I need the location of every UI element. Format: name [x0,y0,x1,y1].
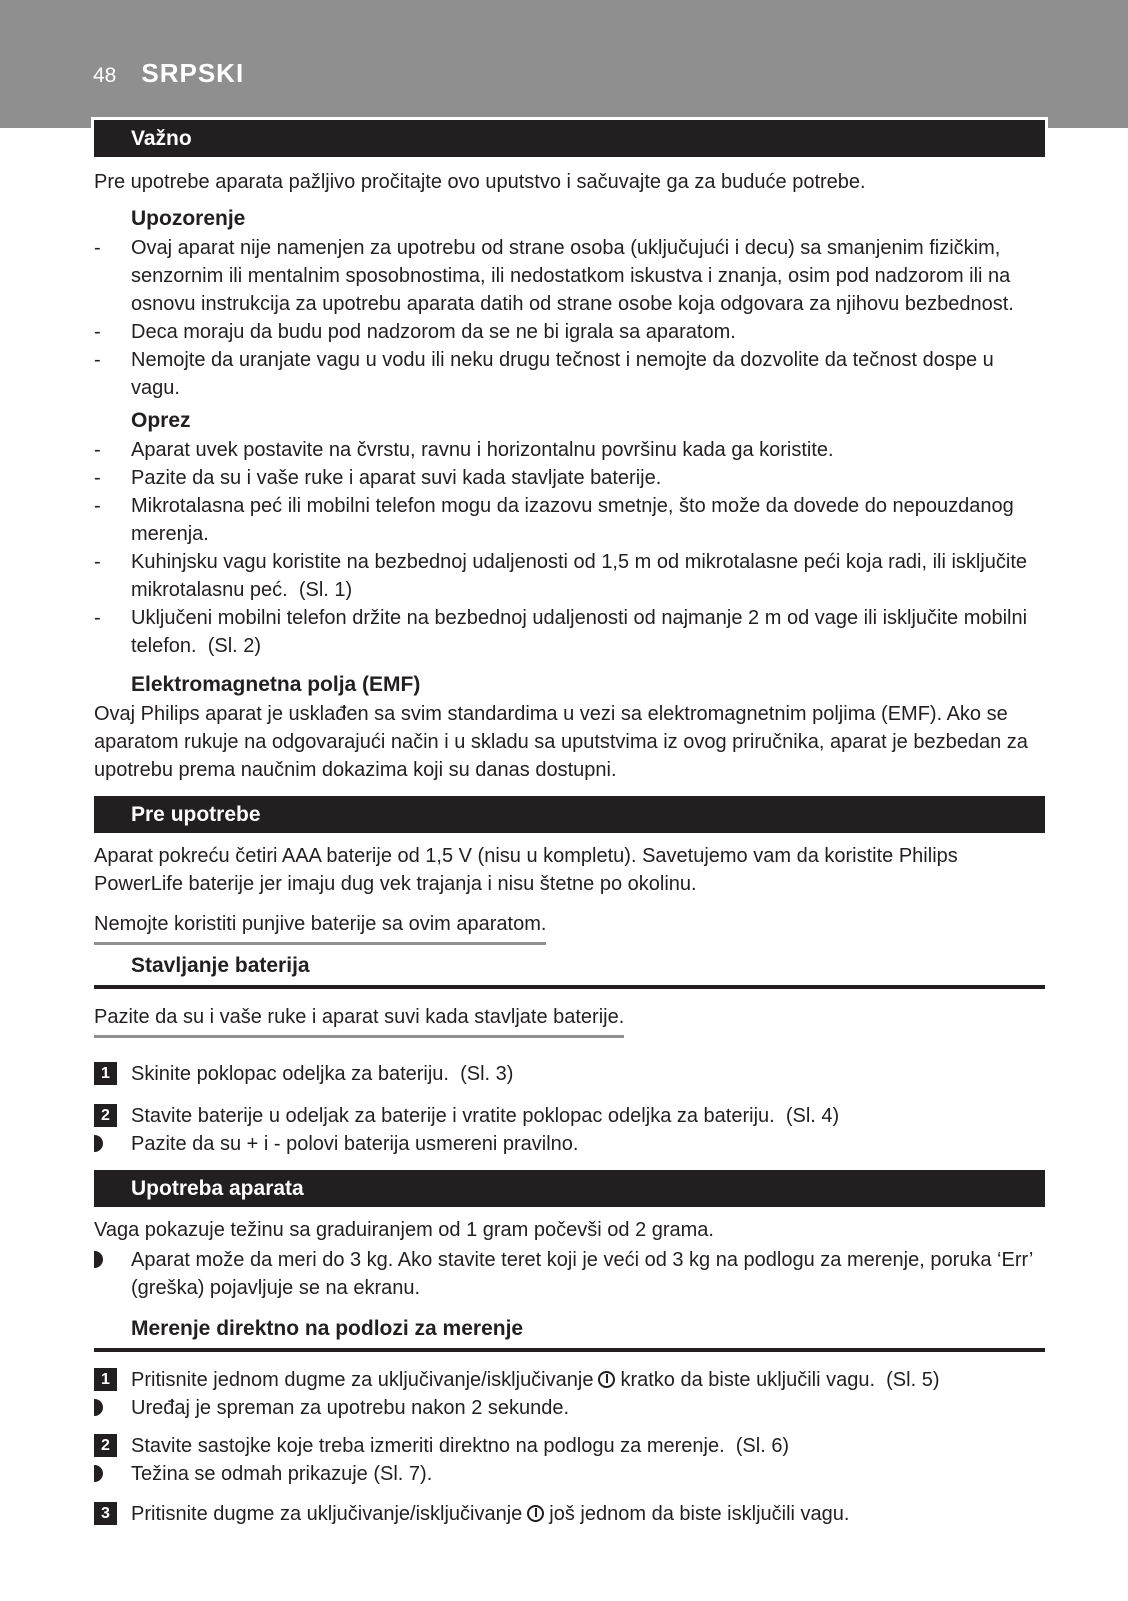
half-circle-bullet-icon [94,1130,131,1158]
dash-marker [94,234,131,318]
step-row [94,1060,1045,1088]
emf-paragraph: Ovaj Philips aparat je usklađen sa svim standardima u vezi sa elektromagnetnim poljima (EMF). Ako se aparatom rukuje na odgovarajući način i u skladu sa uputstvima iz ovog priručnika, aparat je bezbedan za upotrebu prema naučnim dokazima koji su danas dostupni. [94,703,1034,781]
list-item: - Kuhinjsku vagu koristite na bezbednoj udaljenosti od 1,5 m od mikrotalasne peći koja radi, ili isključite mikrotalasnu peć. (Sl. 1) [94,548,1045,604]
step-row [94,1102,1045,1130]
step-row [94,1366,1045,1394]
underlined-note: Nemojte koristiti punjive baterije sa ovim aparatom. [94,910,546,945]
heading-emf: Elektromagnetna polja (EMF) [131,673,421,696]
heading-upozorenje: Upozorenje [131,207,246,230]
note-row [94,1003,1045,1038]
dash-marker [94,464,131,492]
heading-oprez: Oprez [131,409,191,432]
step-number-badge: 1 [94,1062,117,1085]
intro-paragraph: Pre upotrebe aparata pažljivo pročitajte ovo uputstvo i sačuvajte ga za buduće potrebe. [94,171,866,193]
language-label: SRPSKI [141,58,245,88]
note-row [94,910,1045,945]
result-text: Pazite da su + i - polovi baterija usmereni pravilno. [131,1133,579,1155]
step-text: Stavite sastojke koje treba izmeriti direktno na podlogu za merenje. (Sl. 6) [131,1435,790,1457]
step-number-badge: 3 [94,1502,117,1525]
list-item: - Mikrotalasna peć ili mobilni telefon mogu da izazovu smetnje, što može da dovede do nepouzdanog merenja. [94,492,1045,548]
subsection-merenje-direktno: Merenje direktno na podlozi za merenje [94,1316,1045,1352]
section-bar-vazno [94,120,1045,157]
content-column [94,128,1045,1528]
warning-list [94,234,1045,402]
section-title: Pre upotrebe [131,802,261,826]
step-text: Pritisnite dugme za uključivanje/isključivanje još jednom da biste isključili vagu. [131,1503,850,1525]
list-item: - Deca moraju da budu pod nadzorom da se ne bi igrala sa aparatom. [94,318,1045,346]
section-title: Upotreba aparata [131,1176,304,1200]
caution-list [94,436,1045,660]
step-row [94,1500,1045,1528]
step-text: Pritisnite jednom dugme za uključivanje/isključivanje kratko da biste uključili vagu. (Sl. 5) [131,1369,940,1391]
list-item: - Uključeni mobilni telefon držite na bezbednoj udaljenosti od najmanje 2 m od vage ili isključite mobilni telefon. (Sl. 2) [94,604,1045,660]
result-row [94,1130,1045,1158]
step-text: Stavite baterije u odeljak za baterije i vratite poklopac odeljka za bateriju. (Sl. 4) [131,1105,840,1127]
step-text: Skinite poklopac odeljka za bateriju. (Sl. 3) [131,1063,514,1085]
dash-marker [94,346,131,402]
step-number-badge: 2 [94,1104,117,1127]
half-circle-bullet-icon [94,1460,131,1488]
step-number-badge: 2 [94,1434,117,1457]
underlined-note: Pazite da su i vaše ruke i aparat suvi kada stavljate baterije. [94,1003,624,1038]
section-bar-pre-upotrebe [94,796,1045,833]
half-circle-bullet-icon [94,1246,131,1302]
page-number: 48 [93,64,117,87]
result-text: Težina se odmah prikazuje (Sl. 7). [131,1463,433,1485]
result-text: Uređaj je spreman za upotrebu nakon 2 sekunde. [131,1397,570,1419]
subsection-stavljanje-baterija: Stavljanje baterija [94,953,1045,989]
result-row [94,1394,1045,1422]
dash-marker [94,604,131,660]
result-row [94,1460,1045,1488]
power-icon [598,1371,615,1388]
power-icon [527,1505,544,1522]
list-item: - Pazite da su i vaše ruke i aparat suvi kada stavljate baterije. [94,464,1045,492]
dash-marker [94,436,131,464]
section-bar-upotreba-aparata [94,1170,1045,1207]
dash-marker [94,318,131,346]
step-number-badge: 1 [94,1368,117,1391]
dash-marker [94,548,131,604]
scale-paragraph: Vaga pokazuje težinu sa graduiranjem od 1 gram počevši od 2 grama. [94,1219,714,1241]
step-row [94,1432,1045,1460]
half-circle-bullet-icon [94,1394,131,1422]
section-title: Važno [131,126,192,150]
result-row [94,1246,1045,1302]
list-item: - Ovaj aparat nije namenjen za upotrebu od strane osoba (uključujući i decu) sa smanjenim fizičkim, senzornim ili mentalnim sposobnostima, ili nedostatkom iskustva i znanja, osim pod nadzorom ili na osnovu instrukcija za upotrebu aparata datih od strane osobe koja odgovara za njihovu bezbednost. [94,234,1045,318]
list-item: - Nemojte da uranjate vagu u vodu ili neku drugu tečnost i nemojte da dozvolite da tečnost dospe u vagu. [94,346,1045,402]
list-item: - Aparat uvek postavite na čvrstu, ravnu i horizontalnu površinu kada ga koristite. [94,436,1045,464]
page-header [0,0,1128,128]
batteries-paragraph: Aparat pokreću četiri AAA baterije od 1,5 V (nisu u kompletu). Savetujemo vam da koristite Philips PowerLife baterije jer imaju dug vek trajanja i nisu štetne po okolinu. [94,845,964,895]
dash-marker [94,492,131,548]
result-text: Aparat može da meri do 3 kg. Ako stavite teret koji je veći od 3 kg na podlogu za merenje, poruka ‘Err’ (greška) pojavljuje se na ekranu. [131,1249,1039,1299]
